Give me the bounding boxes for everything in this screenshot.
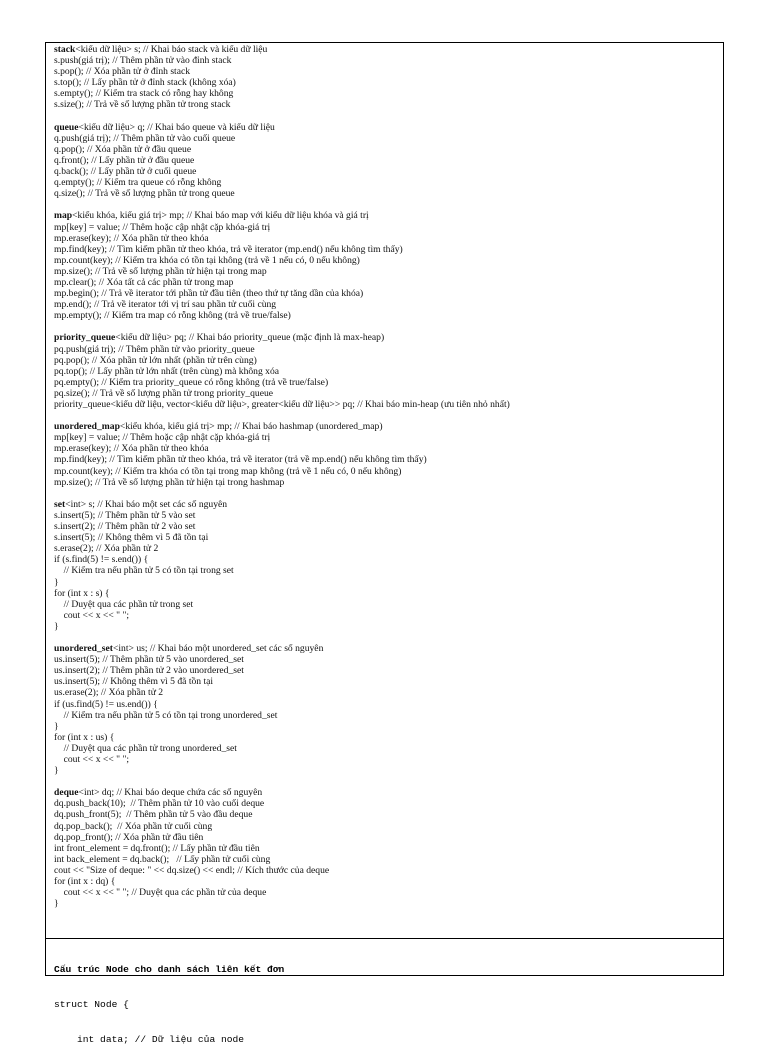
code-line: s.insert(5); // Không thêm vì 5 đã tồn tại: [54, 532, 209, 544]
code-text: <int> us; // Khai báo một unordered_set các số nguyên: [112, 643, 324, 655]
section-keyword: queue: [54, 121, 79, 133]
code-line: cout << x << " ";: [54, 609, 130, 621]
section-keyword: unordered_set: [54, 643, 113, 655]
section-divider: [45, 938, 724, 939]
section-header-line: [54, 332, 718, 343]
code-line: mp.find(key); // Tìm kiếm phần tử theo khóa, trả về iterator (trả về mp.end() nếu không tìm thấy): [54, 454, 427, 466]
code-text: <kiểu khóa, kiểu giá trị> mp; // Khai báo hashmap (unordered_map): [119, 421, 383, 433]
code-line: us.insert(2); // Thêm phần tử 2 vào unordered_set: [54, 665, 244, 677]
section-header-line: [54, 122, 718, 133]
section-header-line: [54, 210, 718, 221]
blank-line: [54, 632, 718, 643]
blank-line: [54, 488, 718, 499]
code-line: mp.empty(); // Kiểm tra map có rỗng không (trả về true/false): [54, 310, 291, 322]
code-line: // Duyệt qua các phần tử trong unordered_set: [54, 742, 237, 754]
code-text: <kiểu khóa, kiểu giá trị> mp; // Khai báo map với kiểu dữ liệu khóa và giá trị: [72, 210, 369, 222]
code-line: dq.pop_back(); // Xóa phần tử cuối cùng: [54, 820, 213, 832]
code-line: int front_element = dq.front(); // Lấy phần tử đầu tiên: [54, 842, 260, 854]
code-text: <int> s; // Khai báo một set các số nguyên: [65, 498, 228, 510]
code-line: q.size(); // Trả về số lượng phần tử trong queue: [54, 188, 235, 200]
code-line: mp.size(); // Trả về số lượng phần tử hiện tại trong map: [54, 265, 267, 277]
code-line: s.empty(); // Kiểm tra stack có rỗng hay không: [54, 88, 234, 100]
code-line: s.size(); // Trả về số lượng phần tử trong stack: [54, 99, 231, 111]
code-line: for (int x : us) {: [54, 731, 115, 743]
code-line: }: [54, 576, 59, 588]
code-line: pq.pop(); // Xóa phần tử lớn nhất (phần tử trên cùng): [54, 354, 257, 366]
blank-line: [54, 111, 718, 122]
code-line: int data; // Dữ liệu của node: [54, 1033, 244, 1045]
section-header-line: [54, 44, 718, 55]
code-line: int back_element = dq.back(); // Lấy phần tử cuối cùng: [54, 853, 271, 865]
code-line: s.insert(5); // Thêm phần tử 5 vào set: [54, 509, 196, 521]
section-header-line: [54, 421, 718, 432]
section-keyword: stack: [54, 44, 76, 55]
code-text: <kiểu dữ liệu> pq; // Khai báo priority_queue (mặc định là max-heap): [115, 332, 385, 344]
code-line: mp.end(); // Trả về iterator tới vị trí sau phần tử cuối cùng: [54, 299, 277, 311]
code-line: q.front(); // Lấy phần tử ở đầu queue: [54, 154, 195, 166]
section-keyword: deque: [54, 787, 79, 799]
node-struct-title: Cấu trúc Node cho danh sách liên kết đơn: [54, 964, 285, 976]
code-text: <int> dq; // Khai báo deque chứa các số nguyên: [78, 787, 263, 799]
blank-line: [54, 410, 718, 421]
section-keyword: priority_queue: [54, 332, 116, 344]
code-line: pq.top(); // Lấy phần tử lớn nhất (trên cùng) mà không xóa: [54, 365, 280, 377]
code-line: // Duyệt qua các phần tử trong set: [54, 598, 194, 610]
code-line: q.empty(); // Kiểm tra queue có rỗng không: [54, 177, 222, 189]
code-line: s.top(); // Lấy phần tử ở đỉnh stack (không xóa): [54, 77, 236, 89]
code-line: q.pop(); // Xóa phần tử ở đầu queue: [54, 143, 192, 155]
code-line: us.insert(5); // Thêm phần tử 5 vào unordered_set: [54, 654, 244, 666]
code-line: mp.size(); // Trả về số lượng phần tử hiện tại trong hashmap: [54, 476, 285, 488]
section-keyword: map: [54, 210, 73, 222]
code-line: cout << x << " "; // Duyệt qua các phần tử của deque: [54, 887, 267, 899]
code-line: mp[key] = value; // Thêm hoặc cập nhật cặp khóa-giá trị: [54, 221, 271, 233]
code-line: pq.empty(); // Kiểm tra priority_queue có rỗng không (trả về true/false): [54, 376, 329, 388]
code-line: s.erase(2); // Xóa phần tử 2: [54, 543, 159, 555]
code-line: us.erase(2); // Xóa phần tử 2: [54, 687, 164, 699]
code-line: s.pop(); // Xóa phần tử ở đỉnh stack: [54, 66, 191, 78]
code-line: }: [54, 720, 59, 732]
code-line: if (s.find(5) != s.end()) {: [54, 554, 149, 566]
section-header-line: [54, 499, 718, 510]
code-line: mp.erase(key); // Xóa phần tử theo khóa: [54, 232, 209, 244]
blank-line: [54, 776, 718, 787]
code-line: }: [54, 898, 59, 910]
code-line: q.back(); // Lấy phần tử ở cuối queue: [54, 166, 197, 178]
section-header-line: [54, 787, 718, 798]
code-line: mp.count(key); // Kiểm tra khóa có tồn tại trong map không (trả về 1 nếu có, 0 nếu không): [54, 465, 402, 477]
code-notes: [54, 44, 718, 909]
code-line: }: [54, 765, 59, 777]
code-line: priority_queue<kiểu dữ liệu, vector<kiểu dữ liệu>, greater<kiểu dữ liệu>> pq; // Khai báo min-heap (ưu tiên nhỏ nhất): [54, 399, 510, 410]
code-text: <kiểu dữ liệu> q; // Khai báo queue và kiểu dữ liệu: [78, 121, 275, 133]
code-line: struct Node {: [54, 998, 129, 1010]
code-line: pq.size(); // Trả về số lượng phần tử trong priority_queue: [54, 387, 274, 399]
code-line: for (int x : dq) {: [54, 876, 116, 888]
code-line: pq.push(giá trị); // Thêm phần tử vào priority_queue: [54, 343, 255, 355]
code-line: cout << x << " ";: [54, 754, 130, 765]
code-line: cout << "Size of deque: " << dq.size() << endl; // Kích thước của deque: [54, 864, 330, 876]
code-line: // Kiểm tra nếu phần tử 5 có tồn tại trong set: [54, 565, 234, 577]
code-line: for (int x : s) {: [54, 587, 110, 599]
section-keyword: set: [54, 498, 66, 510]
section-header-line: [54, 643, 718, 654]
code-line: dq.pop_front(); // Xóa phần tử đầu tiên: [54, 831, 204, 843]
blank-line: [54, 321, 718, 332]
code-line: q.push(giá trị); // Thêm phần tử vào cuối queue: [54, 132, 236, 144]
code-line: mp.find(key); // Tìm kiếm phần tử theo khóa, trả về iterator (mp.end() nếu không tìm thấy): [54, 243, 403, 255]
code-line: dq.push_front(5); // Thêm phần tử 5 vào đầu deque: [54, 809, 253, 821]
node-struct-section: [54, 941, 718, 1057]
section-keyword: unordered_map: [54, 421, 120, 433]
code-line: // Kiểm tra nếu phần tử 5 có tồn tại trong unordered_set: [54, 709, 278, 721]
code-line: }: [54, 620, 59, 632]
code-line: dq.push_back(10); // Thêm phần tử 10 vào cuối deque: [54, 798, 265, 810]
code-line: mp.count(key); // Kiểm tra khóa có tồn tại không (trả về 1 nếu có, 0 nếu không): [54, 254, 360, 266]
code-text: <kiểu dữ liệu> s; // Khai báo stack và kiểu dữ liệu: [75, 44, 268, 55]
code-line: mp.erase(key); // Xóa phần tử theo khóa: [54, 443, 209, 455]
code-line: s.push(giá trị); // Thêm phần tử vào đỉnh stack: [54, 55, 232, 67]
code-line: mp[key] = value; // Thêm hoặc cập nhật cặp khóa-giá trị: [54, 432, 271, 444]
code-line: mp.begin(); // Trả về iterator tới phần tử đầu tiên (theo thứ tự tăng dần của khóa): [54, 288, 364, 300]
code-line: s.insert(2); // Thêm phần tử 2 vào set: [54, 521, 196, 533]
code-line: us.insert(5); // Không thêm vì 5 đã tồn tại: [54, 676, 214, 688]
code-line: mp.clear(); // Xóa tất cả các phần tử trong map: [54, 276, 234, 288]
code-line: if (us.find(5) != us.end()) {: [54, 698, 158, 710]
blank-line: [54, 199, 718, 210]
